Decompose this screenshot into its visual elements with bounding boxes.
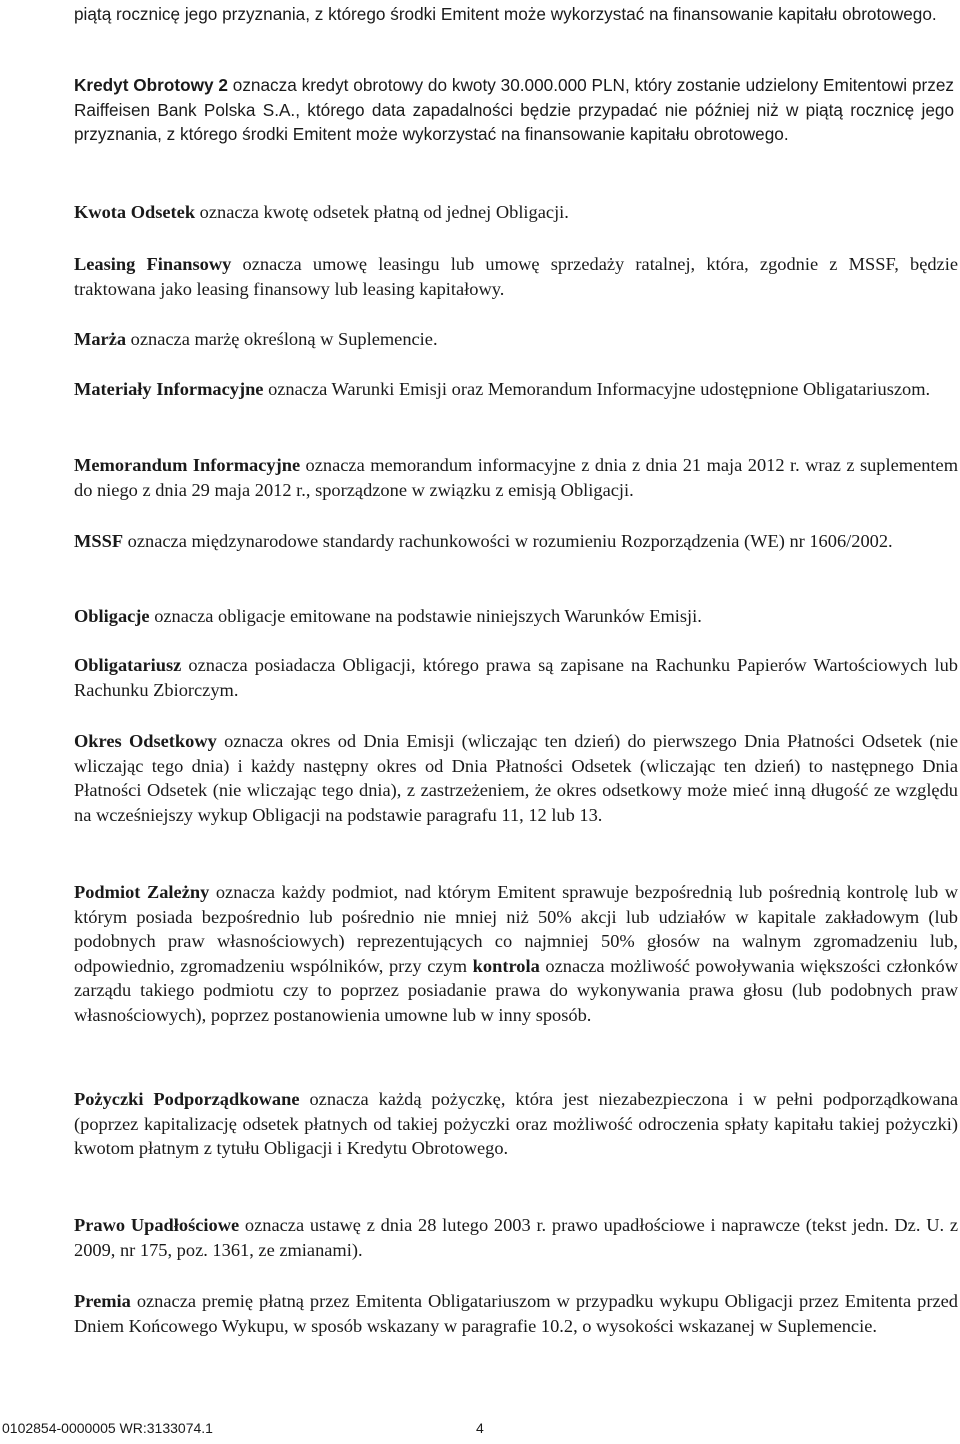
definition-obligatariusz [74, 653, 958, 702]
definition-text: oznacza każdą pożyczkę, która jest niezabezpieczona i w pełni podporządkowana (poprzez kapitalizację odsetek płatnych od takiej pożyczki oraz możliwość odroczenia spłaty kapitału takiej pożyczki) kwotom płatnym z tytułu Obligacji i Kredytu Obrotowego. [74, 1089, 958, 1159]
definition-podmiot-zalezny [74, 880, 958, 1028]
definition-text: oznacza międzynarodowe standardy rachunkowości w rozumieniu Rozporządzenia (WE) nr 1606/2002. [123, 531, 893, 551]
defined-term: Obligacje [74, 606, 150, 626]
definition-text: oznacza premię płatną przez Emitenta Obligatariuszom w przypadku wykupu Obligacji przez Emitenta przed Dniem Końcowego Wykupu, w sposób wskazany w paragrafie 10.2, o wysokości wskazanej w Suplemencie. [74, 1291, 958, 1336]
definition-marza [74, 327, 954, 352]
definition-materialy-informacyjne [74, 377, 958, 402]
definition-kwota-odsetek [74, 200, 954, 225]
definition-text: oznacza kredyt obrotowy do kwoty 30.000.000 PLN, który zostanie udzielony Emitentowi przez Raiffeisen Bank Polska S.A., którego data zapadalności będzie przypadać nie później niż w piątą rocznicę jego przyznania, z którego środki Emitent może wykorzystać na finansowanie kapitału obrotowego. [74, 75, 954, 145]
definition-obligacje [74, 604, 954, 629]
defined-term: Marża [74, 329, 127, 349]
definition-kredyt-obrotowy-2 [74, 73, 954, 147]
definition-text: oznacza obligacje emitowane na podstawie niniejszych Warunków Emisji. [149, 606, 702, 626]
defined-term: Kredyt Obrotowy 2 [74, 75, 228, 95]
definition-text: oznacza ustawę z dnia 28 lutego 2003 r. prawo upadłościowe i naprawcze (tekst jedn. Dz. U. z 2009, nr 175, poz. 1361, ze zmianami). [74, 1215, 958, 1260]
definition-premia [74, 1289, 958, 1338]
definition-prawo-upadlosciowe [74, 1213, 958, 1262]
definition-leasing-finansowy [74, 252, 958, 301]
definition-text: oznacza kwotę odsetek płatną od jednej Obligacji. [195, 202, 569, 222]
definition-memorandum-informacyjne [74, 453, 958, 502]
definition-text: oznacza memorandum informacyjne z dnia z dnia 21 maja 2012 r. wraz z suplementem do niego z dnia 29 maja 2012 r., sporządzone w związku z emisją Obligacji. [74, 455, 959, 500]
definition-text: oznacza okres od Dnia Emisji (wliczając ten dzień) do pierwszego Dnia Płatności Odsetek (nie wliczając tego dnia) i każdy następny okres od Dnia Płatności Odsetek (wliczając ten dzień) to następnego Dnia Płatności Odsetek (nie wliczając tego dnia), z zastrzeżeniem, że okres odsetkowy może mieć inną długość ze względu na wcześniejszy wykup Obligacji na podstawie paragrafu 11, 12 lub 13. [74, 731, 958, 825]
defined-term: Premia [74, 1291, 131, 1311]
definition-text: oznacza umowę leasingu lub umowę sprzedaży ratalnej, która, zgodnie z MSSF, będzie traktowana jako leasing finansowy lub leasing kapitałowy. [74, 254, 958, 299]
definition-text-continued: oznacza możliwość powoływania większości członków zarządu takiego podmiotu czy to poprzez posiadanie prawa do wykonywania prawa głosu (lub podobnych praw własnościowych), poprzez postanowienia umowne lub w inny sposób. [74, 955, 958, 1025]
definition-text: oznacza Warunki Emisji oraz Memorandum Informacyjne udostępnione Obligatariuszom. [263, 379, 931, 399]
definition-text: oznacza posiadacza Obligacji, którego prawa są zapisane na Rachunku Papierów Wartościowych lub Rachunku Zbiorczym. [74, 655, 958, 700]
definition-okres-odsetkowy [74, 729, 958, 827]
definition-pozyczki-podporzadkowane [74, 1087, 958, 1161]
defined-term: Okres Odsetkowy [74, 731, 217, 751]
document-id: 0102854-0000005 WR:3133074.1 [2, 1420, 213, 1436]
defined-term: Obligatariusz [74, 655, 182, 675]
definition-mssf [74, 529, 958, 554]
defined-term: Materiały Informacyjne [74, 379, 264, 399]
defined-term: MSSF [74, 531, 124, 551]
defined-term: Prawo Upadłościowe [74, 1215, 240, 1235]
definition-text: oznacza marżę określoną w Suplemencie. [126, 329, 438, 349]
paragraph-text: piątą rocznicę jego przyznania, z którego środki Emitent może wykorzystać na finansowanie kapitału obrotowego. [74, 4, 937, 24]
paragraph-continuation [74, 2, 954, 27]
defined-term-inline: kontrola [472, 955, 540, 976]
definition-text: oznacza każdy podmiot, nad którym Emitent sprawuje bezpośrednią lub pośrednią kontrolę lub w którym posiada bezpośrednio lub pośrednio nie mniej niż 50% akcji lub udziałów w kapitale zakładowym (lub podobnych praw własnościowych) reprezentujących co najmniej 50% głosów na walnym zgromadzeniu lub, odpowiednio, zgromadzeniu wspólników, przy czym [74, 882, 958, 976]
page-number: 4 [476, 1420, 484, 1436]
defined-term: Podmiot Zależny [74, 882, 210, 902]
defined-term: Memorandum Informacyjne [74, 455, 301, 475]
defined-term: Pożyczki Podporządkowane [74, 1089, 300, 1109]
defined-term: Kwota Odsetek [74, 202, 196, 222]
defined-term: Leasing Finansowy [74, 254, 232, 274]
